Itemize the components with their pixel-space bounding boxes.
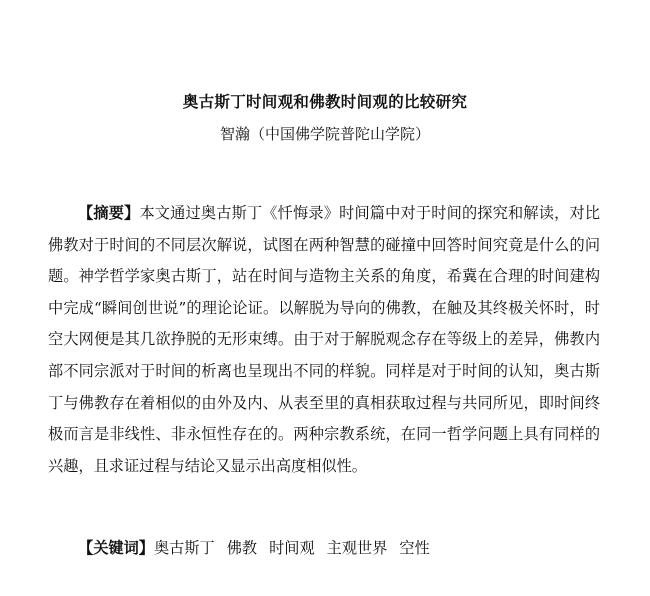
author-line: 智瀚（中国佛学院普陀山学院） bbox=[219, 125, 430, 143]
abstract-label: 【摘要】 bbox=[78, 204, 140, 222]
keywords-line bbox=[78, 537, 442, 558]
keyword: 奥古斯丁 bbox=[153, 539, 215, 557]
abstract-text: 本文通过奥古斯丁《忏悔录》时间篇中对于时间的探究和解读，对比佛教对于时间的不同层次解说，试图在两种智慧的碰撞中回答时间究竟是什么的问题。神学哲学家奥古斯丁，站在时间与造物主关系的角度，希冀在合理的时间建构中完成“瞬间创世说”的理论论证。以解脱为导向的佛教，在触及其终极关怀时，时空大网便是其几欲挣脱的无形束缚。由于对于解脱观念存在等级上的差异，佛教内部不同宗派对于时间的析离也呈现出不同的样貌。同样是对于时间的认知，奥古斯丁与佛教存在着相似的由外及内、从表至里的真相获取过程与共同所见，即时间终极而言是非线性、非永恒性存在的。两种宗教系统，在同一哲学问题上具有同样的兴趣，且求证过程与结论又显示出高度相似性。 bbox=[48, 204, 601, 475]
keyword: 空性 bbox=[399, 539, 430, 557]
keyword: 主观世界 bbox=[326, 539, 388, 557]
keywords-label: 【关键词】 bbox=[78, 539, 154, 557]
keyword: 佛教 bbox=[226, 539, 258, 557]
keyword: 时间观 bbox=[269, 539, 315, 557]
abstract-paragraph bbox=[48, 198, 600, 482]
paper-title: 奥古斯丁时间观和佛教时间观的比较研究 bbox=[182, 92, 468, 111]
